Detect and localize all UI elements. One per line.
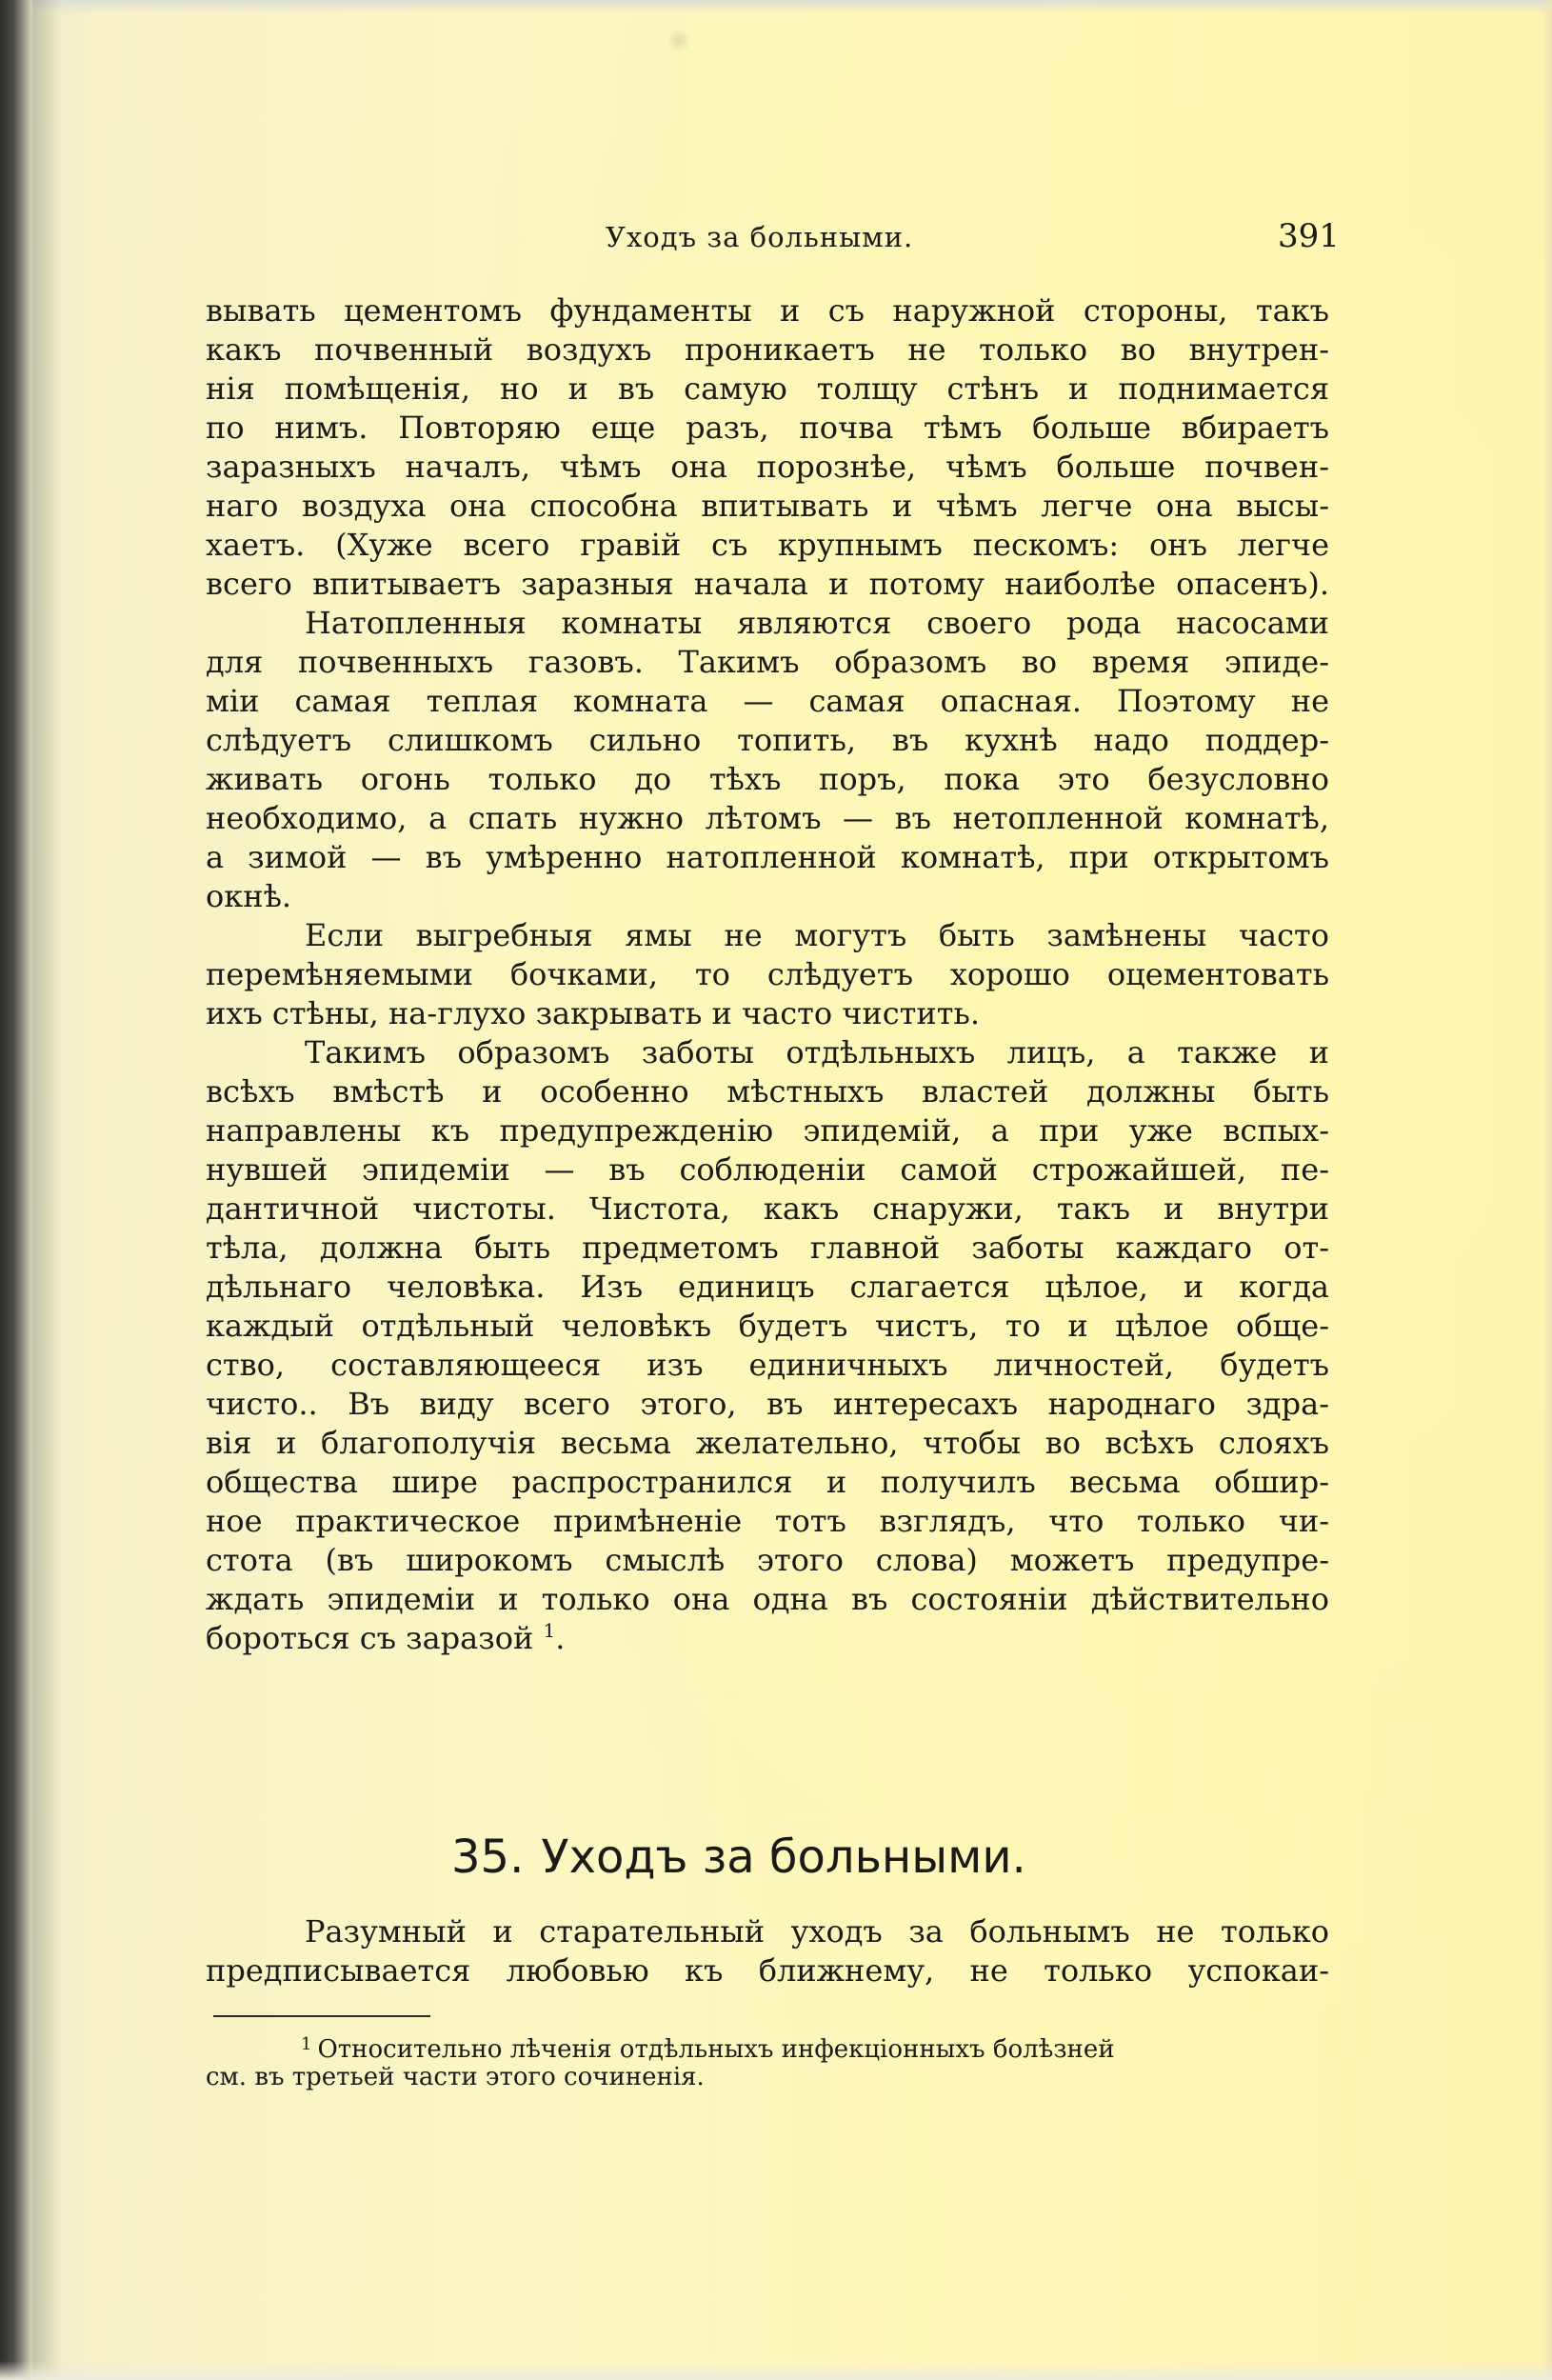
text-line-with-footnote [206, 1619, 1329, 1658]
footnote-divider [213, 2015, 430, 2017]
scan-left-edge [0, 0, 32, 2380]
text-line: хаетъ. (Хуже всего гравій съ крупнымъ пескомъ: онъ легче [206, 527, 1329, 563]
text-line: міи самая теплая комната — самая опасная. Поэтому не [206, 683, 1329, 719]
text-line: предписывается любовью къ ближнему, не только успокаи- [206, 1952, 1329, 1989]
footnote-line: см. въ третьей части этого сочиненія. [206, 2063, 705, 2091]
text-line: окнѣ. [206, 878, 292, 914]
paper-stain [667, 29, 691, 53]
text-line: слѣдуетъ слишкомъ сильно топить, въ кухнѣ надо поддер- [206, 722, 1329, 758]
text-line: ихъ стѣны, на-глухо закрывать и часто чистить. [206, 995, 980, 1031]
text-line: Натопленныя комнаты являются своего рода насосами [305, 605, 1329, 641]
text-line: перемѣняемыми бочками, то слѣдуетъ хорошо оцементовать [206, 956, 1329, 992]
section-heading [451, 1830, 1026, 1884]
footnote-line [206, 2029, 1329, 2064]
text-line: всего впитываетъ заразныя начала и потому наиболѣе опасенъ). [206, 566, 1329, 602]
text-line: вія и благополучія весьма желательно, чтобы во всѣхъ слояхъ [206, 1425, 1329, 1461]
text-line: ное практическое примѣненіе тотъ взглядъ, что только чи- [206, 1503, 1329, 1539]
text-line: тѣла, должна быть предметомъ главной заботы каждаго от- [206, 1230, 1329, 1266]
text-line: каждый отдѣльный человѣкъ будетъ чистъ, то и цѣлое обще- [206, 1308, 1329, 1344]
scan-left-shadow [32, 0, 61, 2380]
body-text [206, 291, 1329, 1658]
text-line: какъ почвенный воздухъ проникаетъ не только во внутрен- [206, 331, 1329, 368]
text-line: направлены къ предупрежденію эпидемій, а при уже вспых- [206, 1112, 1329, 1149]
text-line: наго воздуха она способна впитывать и чѣмъ легче она высы- [206, 488, 1329, 524]
running-header: Уходъ за больными. [606, 221, 914, 253]
footnote-text: Относительно лѣченія отдѣльныхъ инфекціонныхъ болѣзней [317, 2035, 1115, 2064]
scan-top-edge [0, 0, 1552, 13]
text-line: для почвенныхъ газовъ. Такимъ образомъ во время эпиде- [206, 644, 1329, 680]
sentence-end: . [555, 1620, 566, 1656]
text-line: дѣльнаго человѣка. Изъ единицъ слагается цѣлое, и когда [206, 1269, 1329, 1305]
text-line: нія помѣщенія, но и въ самую толщу стѣнъ и поднимается [206, 370, 1329, 407]
text-line: дантичной чистоты. Чистота, какъ снаружи, такъ и внутри [206, 1190, 1329, 1227]
text-line: нувшей эпидеміи — въ соблюденіи самой строжайшей, пе- [206, 1151, 1329, 1188]
text-line: по нимъ. Повторяю еще разъ, почва тѣмъ больше вбираетъ [206, 410, 1329, 446]
text-line: всѣхъ вмѣстѣ и особенно мѣстныхъ властей должны быть [206, 1073, 1329, 1110]
text-line: чисто.. Въ виду всего этого, въ интересахъ народнаго здра- [206, 1386, 1329, 1422]
text-line: вывать цементомъ фундаменты и съ наружной стороны, такъ [206, 292, 1329, 329]
text-line: общества шире распространился и получилъ весьма обшир- [206, 1464, 1329, 1500]
section-number: 35. [451, 1830, 525, 1884]
text-line: Разумный и старательный уходъ за больнымъ не только [305, 1913, 1329, 1950]
text-line: Такимъ образомъ заботы отдѣльныхъ лицъ, а также и [305, 1034, 1329, 1070]
page-number: 391 [1278, 217, 1340, 255]
text-line: ство, составляющееся изъ единичныхъ личностей, будетъ [206, 1347, 1329, 1383]
text-line: заразныхъ началъ, чѣмъ она порознѣе, чѣмъ больше почвен- [206, 449, 1329, 485]
footnote-reference: 1 [543, 1619, 556, 1642]
footnote [206, 2029, 1329, 2093]
text-line-content: бороться съ заразой [206, 1620, 534, 1656]
text-line: Если выгребныя ямы не могутъ быть замѣнены часто [305, 917, 1329, 953]
text-line: ждать эпидеміи и только она одна въ состояніи дѣйствительно [206, 1581, 1329, 1617]
footnote-marker: 1 [301, 2034, 312, 2054]
text-line: необходимо, а спать нужно лѣтомъ — въ нетопленной комнатѣ, [206, 800, 1329, 836]
text-line: а зимой — въ умѣренно натопленной комнатѣ, при открытомъ [206, 839, 1329, 875]
scan-bottom-edge [0, 2361, 1552, 2380]
section-title: Уходъ за больными. [541, 1830, 1026, 1884]
scan-right-edge [1542, 0, 1552, 2380]
text-line: живать огонь только до тѣхъ поръ, пока это безусловно [206, 761, 1329, 797]
section-text [206, 1912, 1329, 1990]
text-line: стота (въ широкомъ смыслѣ этого слова) можетъ предупре- [206, 1542, 1329, 1578]
